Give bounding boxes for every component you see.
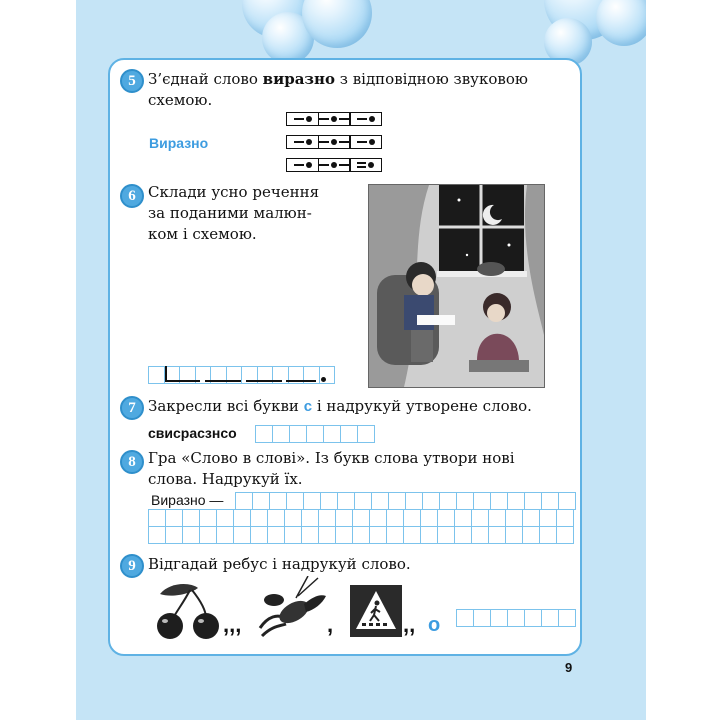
task8-answer-grid[interactable] [235, 492, 575, 509]
task9-instruction: Відгадай ребус і надрукуй слово. [148, 555, 411, 573]
task6-line3: ком і схемою. [148, 225, 257, 243]
task-number-9: 9 [120, 554, 144, 578]
task-number-7: 7 [120, 396, 144, 420]
task8-line2: слова. Надрукуй їх. [148, 470, 303, 488]
vowel-mark [369, 139, 375, 145]
task9-answer-boxes[interactable] [456, 609, 575, 626]
syllable-cell [349, 135, 382, 149]
task7-instruction [148, 396, 580, 417]
task8-instruction [148, 448, 580, 490]
pedestrian-crossing-sign [350, 585, 402, 637]
vowel-mark [306, 139, 312, 145]
bubble-decoration [596, 0, 646, 46]
soft-consonant-mark [357, 162, 366, 168]
task-number-8: 8 [120, 450, 144, 474]
syllable-cell [318, 135, 351, 149]
task5-word: Виразно [149, 135, 209, 151]
cherries-image [150, 580, 226, 640]
task6-line2: за поданими малюн- [148, 204, 312, 222]
rebus-commas-1: ,,, [223, 612, 242, 637]
consonant-mark [357, 118, 367, 121]
syllable-cell [318, 112, 351, 126]
syllable-cell [349, 158, 382, 172]
task5-instruction [148, 69, 580, 111]
children-photo [368, 184, 545, 388]
syllable-cell [318, 158, 351, 172]
syllable-cell [286, 135, 319, 149]
vowel-mark [368, 162, 374, 168]
task7-letters: свисрасзнсо [148, 425, 237, 441]
task7-letter: с [303, 398, 313, 415]
vowel-mark [331, 116, 337, 122]
consonant-mark [357, 141, 367, 144]
task5-text-bold: виразно [262, 70, 335, 88]
syllable-cell [349, 112, 382, 126]
vowel-mark [306, 162, 312, 168]
sound-scheme[interactable] [286, 135, 381, 149]
syllable-cell [286, 112, 319, 126]
consonant-mark [294, 141, 304, 144]
task5-text-before: З’єднай слово [148, 70, 263, 88]
consonant-mark [339, 164, 349, 167]
consonant-mark [339, 141, 349, 144]
crayfish-image [258, 576, 330, 638]
vowel-mark [331, 139, 337, 145]
sound-scheme[interactable] [286, 158, 381, 172]
vowel-mark [306, 116, 312, 122]
consonant-mark [319, 118, 329, 121]
vowel-mark [331, 162, 337, 168]
task8-line1: Гра «Слово в слові». Із букв слова утвори нові [148, 449, 515, 467]
consonant-mark [294, 118, 304, 121]
sound-scheme[interactable] [286, 112, 381, 126]
rebus-commas-3: ,, [403, 612, 416, 637]
task7-answer-boxes[interactable] [255, 425, 374, 442]
consonant-mark [319, 164, 329, 167]
page-number: 9 [565, 660, 573, 675]
task-number-5: 5 [120, 69, 144, 93]
task8-answer-grid-lower[interactable] [148, 509, 573, 543]
rebus-letter: о [428, 614, 441, 636]
consonant-mark [294, 164, 304, 167]
task-number-6: 6 [120, 184, 144, 208]
task8-word-label: Виразно — [151, 492, 224, 508]
task7-text-before: Закресли всі букви [148, 397, 304, 415]
consonant-mark [319, 141, 329, 144]
syllable-cell [286, 158, 319, 172]
task6-line1: Склади усно речення [148, 183, 320, 201]
task7-text-after: і надрукуй утворене слово. [312, 397, 532, 415]
vowel-mark [369, 116, 375, 122]
consonant-mark [339, 118, 349, 121]
rebus-comma-2: , [327, 612, 334, 637]
task6-instruction [148, 182, 358, 245]
task5-text-after: з відповідною звуковою схемою. [148, 70, 528, 109]
